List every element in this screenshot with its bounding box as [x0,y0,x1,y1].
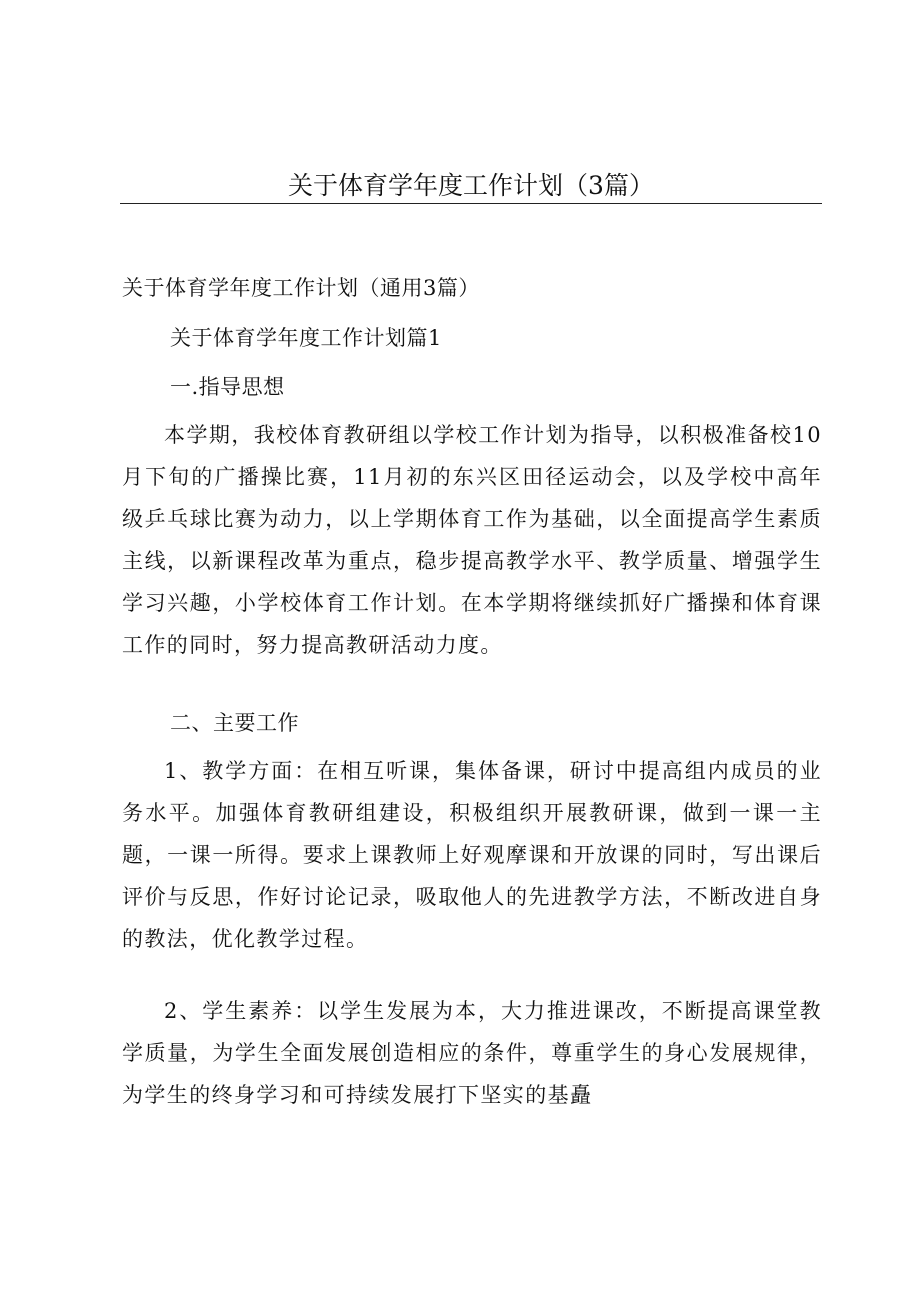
heading-main-work: 二、主要工作 [170,711,299,735]
document-subtitle: 关于体育学年度工作计划（通用3篇） [122,276,480,300]
paragraph-teaching: 1、教学方面：在相互听课，集体备课，研讨中提高组内成员的业务水平。加强体育教研组建设，积极组织开展教研课，做到一课一主题，一课一所得。要求上课教师上好观摩课和开放课的同时，写出课后评价与反思，作好讨论记录，吸取他人的先进教学方法，不断改进自身的教法，优化教学过程。 [122,759,822,951]
paragraph-guiding-ideology: 本学期，我校体育教研组以学校工作计划为指导，以积极准备校10月下旬的广播操比赛，11月初的东兴区田径运动会，以及学校中高年级乒乓球比赛为动力，以上学期体育工作为基础，以全面提高学生素质主线，以新课程改革为重点，稳步提高教学水平、教学质量、增强学生学习兴趣，小学校体育工作计划。在本学期将继续抓好广播操和体育课工作的同时，努力提高教研活动力度。 [122,423,822,657]
paragraph-student-literacy: 2、学生素养：以学生发展为本，大力推进课改，不断提高课堂教学质量，为学生全面发展创造相应的条件，尊重学生的身心发展规律，为学生的终身学习和可持续发展打下坚实的基矗 [122,999,822,1107]
section-heading: 关于体育学年度工作计划篇1 [170,326,442,350]
title-underline [120,203,822,204]
document-title: 关于体育学年度工作计划（3篇） [288,171,654,200]
heading-guiding-ideology: 一.指导思想 [170,375,285,399]
